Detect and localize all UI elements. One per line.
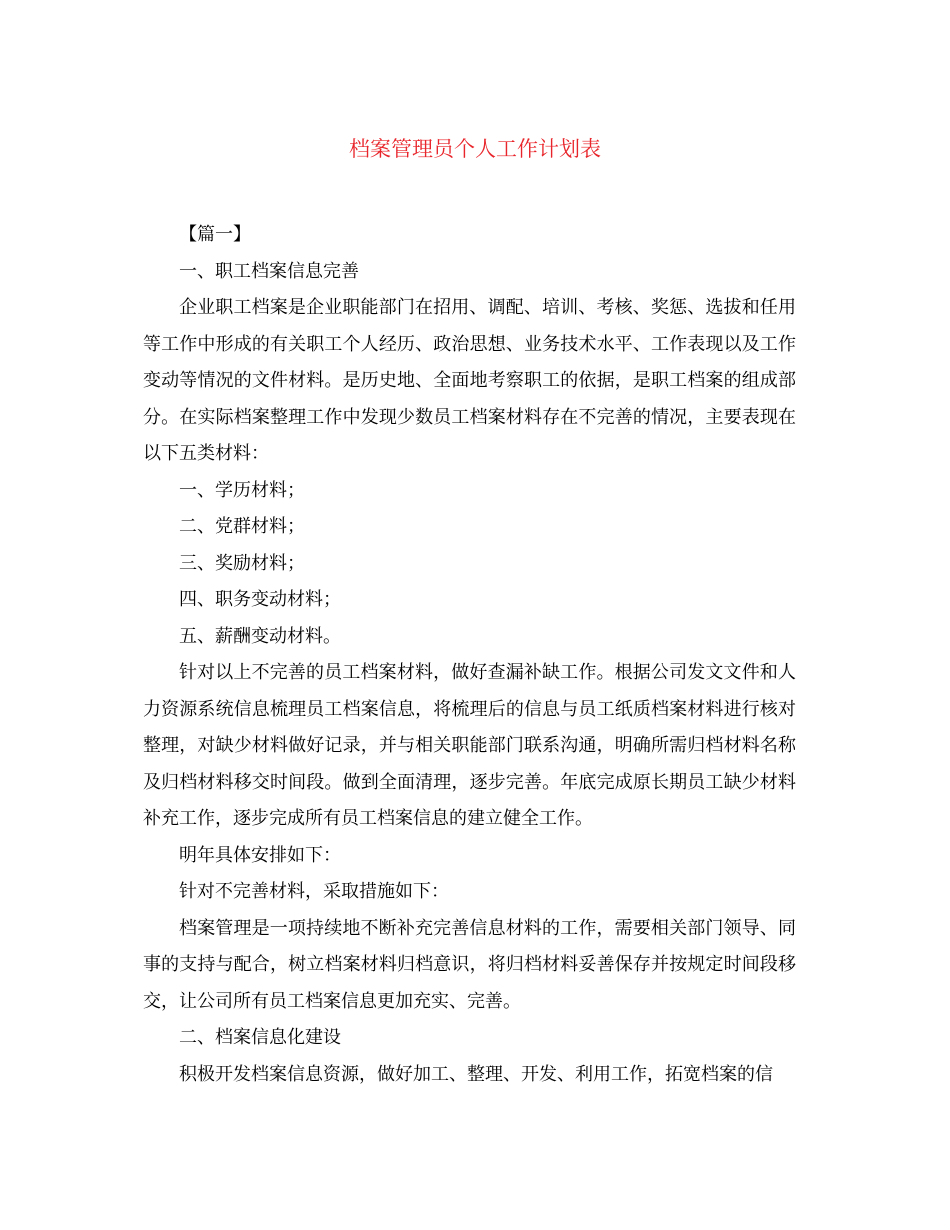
page-title: 档案管理员个人工作计划表	[349, 137, 601, 161]
list-item: 一、学历材料；	[179, 479, 305, 501]
list-item: 三、奖励材料；	[179, 552, 305, 574]
body-paragraph: 针对以上不完善的员工档案材料，做好查漏补缺工作。根据公司发文文件和人力资源系统信息梳理员工档案信息，将梳理后的信息与员工纸质档案材料进行核对整理，对缺少材料做好记录，并与相关职能部门联系沟通，明确所需归档材料名称及归档材料移交时间段。做到全面清理，逐步完善。年底完成原长期员工缺少材料补充工作，逐步完成所有员工档案信息的建立健全工作。	[143, 662, 796, 829]
list-item: 四、职务变动材料；	[179, 589, 341, 610]
document-body	[143, 217, 796, 1093]
list-item: 五、薪酬变动材料。	[179, 625, 341, 647]
body-paragraph: 积极开发档案信息资源，做好加工、整理、开发、利用工作，拓宽档案的信	[179, 1063, 773, 1085]
list-item: 二、党群材料；	[179, 516, 305, 537]
section-marker: 【篇一】	[179, 224, 251, 245]
body-paragraph: 明年具体安排如下：	[179, 844, 341, 866]
body-paragraph: 档案管理是一项持续地不断补充完善信息材料的工作，需要相关部门领导、同事的支持与配合，树立档案材料归档意识，将归档材料妥善保存并按规定时间段移交，让公司所有员工档案信息更加充实、完善。	[143, 917, 796, 1012]
section-heading: 一、职工档案信息完善	[179, 260, 359, 282]
section-heading: 二、档案信息化建设	[179, 1027, 341, 1048]
body-paragraph: 针对不完善材料，采取措施如下：	[179, 881, 449, 902]
body-paragraph: 企业职工档案是企业职能部门在招用、调配、培训、考核、奖惩、选拔和任用等工作中形成的有关职工个人经历、政治思想、业务技术水平、工作表现以及工作变动等情况的文件材料。是历史地、全面地考察职工的依据，是职工档案的组成部分。在实际档案整理工作中发现少数员工档案材料存在不完善的情况，主要表现在以下五类材料：	[143, 297, 796, 464]
